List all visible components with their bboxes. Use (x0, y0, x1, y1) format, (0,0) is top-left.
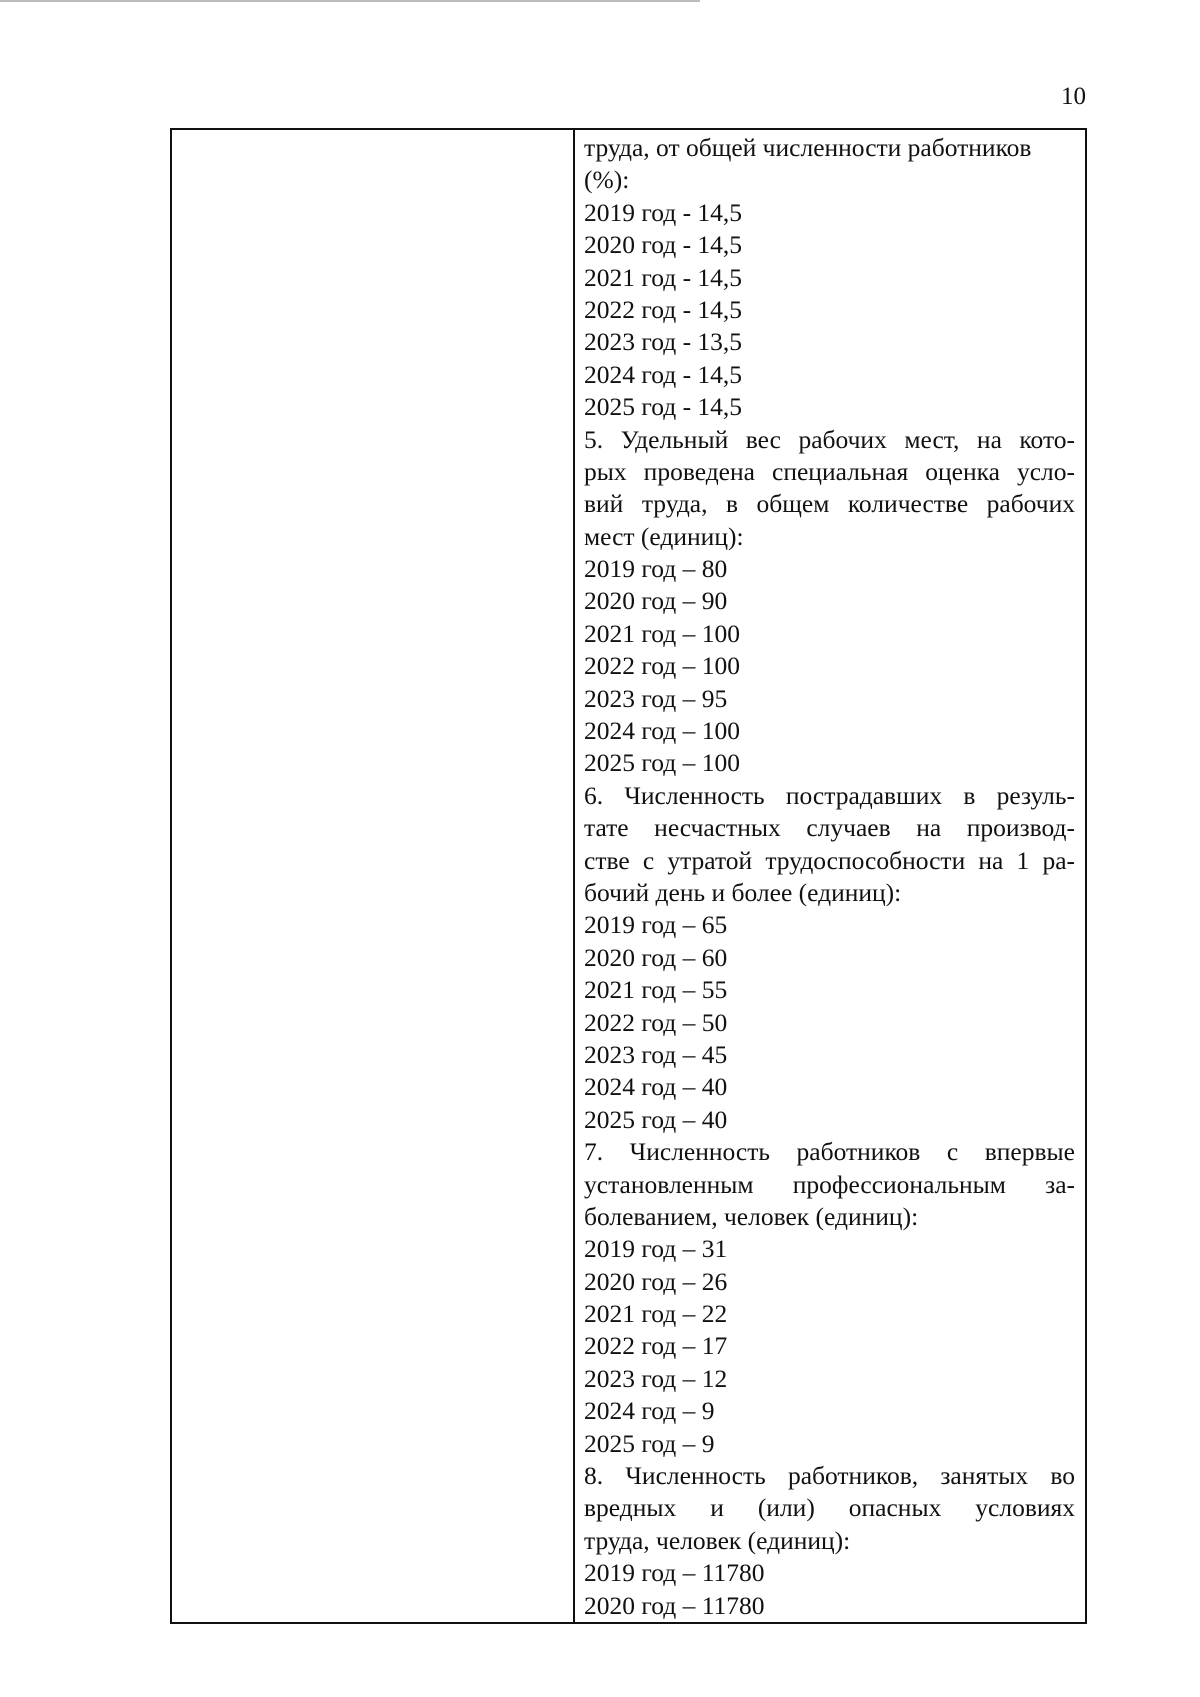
text-line: 2025 год – 100 (584, 748, 740, 778)
text-line: 7. Численность работников с впервые (584, 1137, 1075, 1167)
text-line: 2024 год – 40 (584, 1072, 728, 1102)
text-line: 2019 год – 80 (584, 554, 728, 584)
text-line: 2022 год - 14,5 (584, 294, 743, 324)
text-line: 2023 год – 95 (584, 683, 728, 713)
indicator-table (170, 128, 1087, 1624)
text-line: 2019 год – 31 (584, 1234, 728, 1264)
text-line: труда, от общей численности работников (584, 133, 1032, 162)
table-right-cell (575, 130, 1085, 1622)
text-line: 2023 год – 12 (584, 1363, 728, 1393)
text-line: 2020 год - 14,5 (584, 230, 743, 260)
text-line: 2022 год – 100 (584, 651, 740, 681)
text-line: тате несчастных случаев на производ- (584, 813, 1075, 843)
text-line: 2024 год – 9 (584, 1396, 715, 1426)
text-line: 2025 год – 9 (584, 1428, 715, 1458)
text-line: 6. Численность пострадавших в резуль- (584, 780, 1075, 810)
text-line: 2021 год – 100 (584, 618, 740, 648)
scan-edge-line (0, 0, 700, 2)
text-line: мест (единиц): (584, 521, 744, 551)
text-line: 2021 год – 55 (584, 975, 728, 1005)
table-left-cell (172, 130, 575, 1622)
text-line: (%): (584, 165, 630, 195)
text-line: 2019 год - 14,5 (584, 197, 743, 227)
text-line: бочий день и более (единиц): (584, 877, 902, 907)
text-line: 2022 год – 50 (584, 1007, 728, 1037)
text-line: 2020 год – 90 (584, 586, 728, 616)
text-line: труда, человек (единиц): (584, 1525, 851, 1555)
text-line: 2020 год – 11780 (584, 1590, 765, 1620)
text-line: 2024 год - 14,5 (584, 359, 743, 389)
text-line: 2021 год - 14,5 (584, 262, 743, 292)
text-line: 2023 год – 45 (584, 1039, 728, 1069)
text-line: 2019 год – 65 (584, 910, 728, 940)
text-line: 2025 год – 40 (584, 1104, 728, 1134)
text-line: 2023 год - 13,5 (584, 327, 743, 357)
text-line: 2024 год – 100 (584, 716, 740, 746)
text-line: 2021 год – 22 (584, 1299, 728, 1329)
text-line: 5. Удельный вес рабочих мест, на кото- (584, 424, 1075, 454)
text-line: 2022 год – 17 (584, 1331, 728, 1361)
text-line: вредных и (или) опасных условиях (584, 1493, 1075, 1523)
text-line: 2025 год - 14,5 (584, 392, 743, 422)
text-line: стве с утратой трудоспособности на 1 ра- (584, 845, 1075, 875)
text-line: 2020 год – 60 (584, 942, 728, 972)
text-line: 8. Численность работников, занятых во (584, 1461, 1075, 1491)
text-line: 2020 год – 26 (584, 1266, 728, 1296)
text-line: рых проведена специальная оценка усло- (584, 456, 1075, 486)
text-line: болеванием, человек (единиц): (584, 1201, 919, 1231)
page-number: 10 (1061, 83, 1086, 110)
text-line: вий труда, в общем количестве рабочих (584, 489, 1075, 519)
text-line: установленным профессиональным за- (584, 1169, 1075, 1199)
text-line: 2019 год – 11780 (584, 1558, 765, 1588)
